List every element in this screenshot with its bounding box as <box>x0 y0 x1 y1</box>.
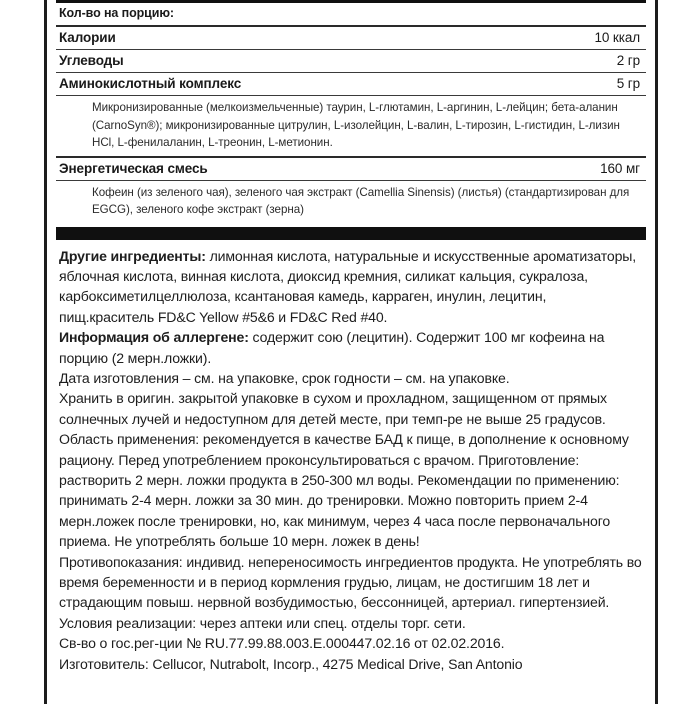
nutrient-value-calories: 10 ккал <box>594 30 640 45</box>
label-body-text <box>56 243 646 672</box>
contraindications-text: Противопоказания: индивид. непереносимость ингредиентов продукта. Не употреблять во время беременности и в период кормления грудью, лицам, не достигшим 18 лет и страдающим повыш. нервной возбудимостью, бессонницей, артериал. гипертензией. <box>59 553 642 611</box>
table-row <box>56 26 646 50</box>
allergen-text: содержит сою (лецитин). Содержит 100 мг кофеина на порцию (2 мерн.ложки). <box>59 329 605 366</box>
registration-number-text: Св-во о гос.рег-ции № RU.77.99.88.003.Е.000447.02.16 от 02.02.2016. <box>59 635 505 652</box>
table-row-serving-header <box>56 3 646 26</box>
nutrient-name-energy-blend: Энергетическая смесь <box>59 160 208 176</box>
supplement-facts-table <box>56 3 646 223</box>
table-row <box>56 73 646 96</box>
table-row-amino-detail <box>56 96 646 157</box>
manufacture-date-text: Дата изготовления – см. на упаковке, срок годности – см. на упаковке. <box>59 369 510 386</box>
label-content <box>47 0 655 704</box>
other-ingredients-text: лимонная кислота, натуральные и искусственные ароматизаторы, яблочная кислота, винная кислота, диоксид кремния, силикат кальция, сукралоза, карбоксиметилцеллюлоза, ксантановая камедь, карраген, инулин, лецитин, пищ.краситель FD&C Yellow #5&6 и FD&C Red #40. <box>59 247 637 325</box>
allergen-title: Информация об аллергене: <box>59 329 249 346</box>
nutrient-value-carbohydrates: 2 гр <box>616 53 640 68</box>
amino-blend-detail-text: Микронизированные (мелкоизмельченные) таурин, L-глютамин, L-аргинин, L-лейцин; бета-аланин (CarnoSyn®); микронизированные цитрулин, L-изолейцин, L-валин, L-тирозин, L-гистидин, L-лизин HCl, L-фенилаланин, L-треонин, L-метионин. <box>92 101 620 149</box>
nutrient-name-calories: Калории <box>59 30 116 45</box>
serving-header-label: Кол-во на порцию: <box>59 6 174 20</box>
storage-conditions-text: Хранить в оригин. закрытой упаковке в сухом и прохладном, защищенном от прямых солнечных лучей и недоступном для детей месте, при темп-ре не выше 25 градусов. <box>59 390 607 427</box>
other-ingredients-title: Другие ингредиенты: <box>59 247 206 264</box>
usage-area-text: Область применения: рекомендуется в качестве БАД к пище, в дополнение к основному рациону. Перед употреблением проконсультироваться с врачом. Приготовление: растворить 2 мерн. ложки продукта в 250-300 мл воды. Рекомендации по применению: принимать 2-4 мерн. ложки за 30 мин. до тренировки. Можно повторить прием 2-4 мерн.ложек после тренировки, но, как минимум, через 4 часа после первоначального приема. Не употреблять больше 10 мерн. ложек в день! <box>59 431 629 550</box>
other-ingredients-paragraph <box>59 246 642 328</box>
supplement-label-panel <box>44 0 658 704</box>
manufacturer-text-clipped: Изготовитель: Cellucor, Nutrabolt, Incorp., 4275 Medical Drive, San Antonio <box>59 655 523 672</box>
table-row <box>56 50 646 73</box>
allergen-paragraph <box>59 327 642 368</box>
energy-blend-detail-text: Кофеин (из зеленого чая), зеленого чая экстракт (Camellia Sinensis) (листья) (стандартизирован для EGCG), зеленого кофе экстракт (зерна) <box>92 185 630 216</box>
nutrient-name-amino-complex: Аминокислотный комплекс <box>59 76 242 91</box>
nutrient-name-carbohydrates: Углеводы <box>59 53 124 68</box>
nutrient-value-amino-complex: 5 гр <box>616 76 640 91</box>
sales-conditions-text: Условия реализации: через аптеки или спец. отделы торг. сети. <box>59 614 466 631</box>
nutrient-value-energy-blend: 160 мг <box>600 160 640 176</box>
table-row-energy-detail <box>56 180 646 223</box>
mid-black-separator-bar <box>56 227 646 240</box>
table-row <box>56 157 646 181</box>
